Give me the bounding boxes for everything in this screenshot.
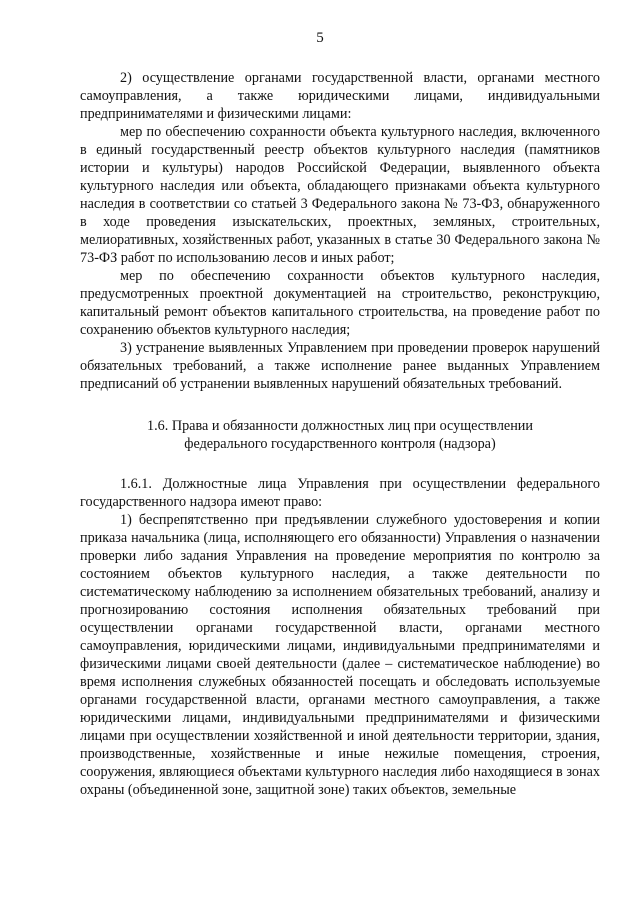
paragraph-measures-project: мер по обеспечению сохранности объектов культурного наследия, предусмотренных проектной документацией на строительство, реконструкцию, капитальный ремонт объектов капитального строительства, на проведение работ по сохранению объектов культурного наследия; (80, 268, 600, 338)
page-number: 5 (316, 30, 324, 46)
paragraph-right-1: 1) беспрепятственно при предъявлении служебного удостоверения и копии приказа начальника (лица, исполняющего его обязанности) Управления о назначении проверки либо задания Управления на проведение мероприятия по контролю за состоянием объектов культурного наследия, а также деятельности по систематическому наблюдению за исполнением обязательных требований, анализу и прогнозированию состояния исполнения обязательных требований при осуществлении органами государственной власти, органами местного самоуправления, юридическими лицами, индивидуальными предпринимателями и физическими лицами своей деятельности (далее – систематическое наблюдение) во время исполнения служебных обязанностей посещать и обследовать используемые органами государственной власти, органами местного самоуправления, а также юридическими лицами, индивидуальными предпринимателями и физическими лицами при осуществлении хозяйственной и иной деятельности территории, здания, производственные, хозяйственные и иные нежилые помещения, строения, сооружения, являющиеся объектами культурного наследия либо находящиеся в зонах охраны (объединенной зоне, защитной зоне) таких объектов, земельные (80, 512, 600, 798)
paragraph-1-6-1: 1.6.1. Должностные лица Управления при осуществлении федерального государственного надзора имеют право: (80, 476, 600, 510)
document-body (80, 69, 600, 799)
section-heading-line-1: 1.6. Права и обязанности должностных лиц при осуществлении (147, 418, 533, 434)
section-heading-line-2: федерального государственного контроля (надзора) (184, 436, 496, 452)
paragraph-item-3: 3) устранение выявленных Управлением при проведении проверок нарушений обязательных требований, а также исполнение ранее выданных Управлением предписаний об устранении выявленных нарушений обязательных требований. (80, 340, 600, 392)
paragraph-item-2: 2) осуществление органами государственной власти, органами местного самоуправления, а также юридическими лицами, индивидуальными предпринимателями и физическими лицами: (80, 70, 600, 122)
paragraph-measures-heritage: мер по обеспечению сохранности объекта культурного наследия, включенного в единый государственный реестр объектов культурного наследия (памятников истории и культуры) народов Российской Федерации, выявленного объекта культурного наследия или объекта, обладающего признаками объекта культурного наследия в соответствии со статьей 3 Федерального закона № 73-ФЗ, обнаруженного в ходе проведения изыскательских, проектных, земляных, строительных, мелиоративных, хозяйственных работ, указанных в статье 30 Федерального закона № 73-ФЗ работ по использованию лесов и иных работ; (80, 124, 600, 266)
section-heading (80, 417, 600, 453)
